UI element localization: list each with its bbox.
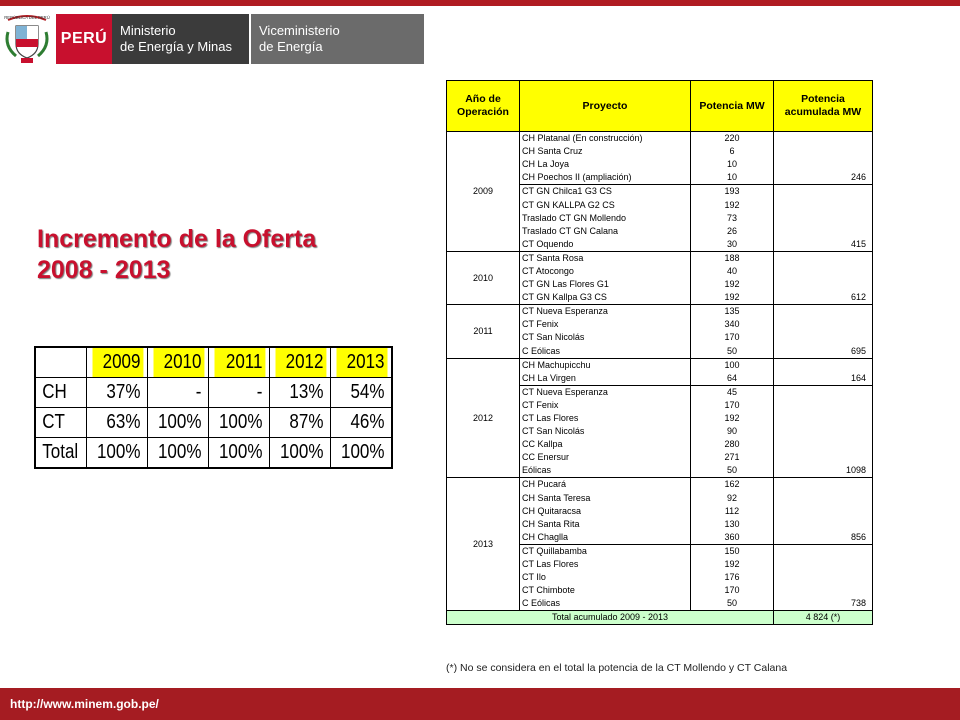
project-name-cell: CT Santa Rosa	[520, 251, 691, 265]
power-cell: 360	[691, 531, 774, 545]
project-name-cell: CH Machupicchu	[520, 358, 691, 372]
share-cell: 100%	[152, 438, 204, 469]
share-cell: 37%	[91, 378, 143, 408]
power-cell: 192	[691, 412, 774, 425]
col-header-year: Año de Operación	[447, 81, 520, 132]
vice-line-2: de Energía	[259, 39, 323, 54]
power-cell: 10	[691, 171, 774, 185]
project-name-cell: CH Platanal (En construcción)	[520, 132, 691, 146]
year-cell: 2013	[447, 478, 520, 611]
power-cell: 130	[691, 518, 774, 531]
project-row	[447, 358, 873, 372]
accum-cell: 415	[774, 238, 873, 252]
power-cell: 170	[691, 331, 774, 344]
projects-header-row	[447, 81, 873, 132]
share-cell: 100%	[213, 408, 265, 438]
accum-cell	[774, 438, 873, 451]
power-cell: 192	[691, 291, 774, 305]
ministry-box	[112, 14, 249, 64]
project-name-cell: CT San Nicolás	[520, 331, 691, 344]
accum-cell	[774, 412, 873, 425]
header	[0, 6, 960, 66]
accum-cell	[774, 492, 873, 505]
power-cell: 135	[691, 305, 774, 319]
slide-title	[37, 224, 316, 286]
col-header-accum: Potencia acumulada MW	[774, 81, 873, 132]
project-name-cell: Eólicas	[520, 464, 691, 478]
project-name-cell: CH Poechos II (ampliación)	[520, 171, 691, 185]
footnote: (*) No se considera en el total la potencia de la CT Mollendo y CT Calana	[446, 662, 788, 674]
project-name-cell: CH La Virgen	[520, 372, 691, 386]
share-cell: 100%	[274, 438, 326, 469]
power-cell: 162	[691, 478, 774, 492]
power-cell: 280	[691, 438, 774, 451]
power-cell: 112	[691, 505, 774, 518]
project-name-cell: CT Chimbote	[520, 584, 691, 597]
accum-cell	[774, 478, 873, 492]
power-cell: 170	[691, 399, 774, 412]
year-cell: 2010	[447, 251, 520, 304]
accum-cell	[774, 158, 873, 171]
project-name-cell: CT GN KALLPA G2 CS	[520, 198, 691, 211]
project-name-cell: Traslado CT GN Calana	[520, 225, 691, 238]
project-name-cell: CT Fenix	[520, 399, 691, 412]
power-cell: 192	[691, 278, 774, 291]
project-name-cell: CT GN Chilca1 G3 CS	[520, 185, 691, 199]
accum-cell	[774, 318, 873, 331]
accum-cell	[774, 558, 873, 571]
project-row	[447, 478, 873, 492]
accum-cell	[774, 185, 873, 199]
power-cell: 50	[691, 464, 774, 478]
total-label: Total acumulado 2009 - 2013	[447, 611, 774, 625]
footer-bar	[0, 688, 960, 720]
vice-line-1: Viceministerio	[259, 23, 340, 38]
accum-cell	[774, 518, 873, 531]
accum-cell: 246	[774, 171, 873, 185]
share-year-cell: 2011	[213, 347, 265, 378]
share-year-cell: 2013	[335, 347, 387, 378]
viceministry-box	[251, 14, 424, 64]
project-name-cell: CT Oquendo	[520, 238, 691, 252]
power-cell: 192	[691, 198, 774, 211]
project-name-cell: CT Fenix	[520, 318, 691, 331]
total-value: 4 824 (*)	[774, 611, 873, 625]
accum-cell	[774, 358, 873, 372]
accum-cell	[774, 145, 873, 158]
power-cell: 100	[691, 358, 774, 372]
accum-cell	[774, 265, 873, 278]
power-cell: 220	[691, 132, 774, 146]
share-row-ct	[35, 408, 392, 438]
col-header-power: Potencia MW	[691, 81, 774, 132]
share-row-label: CT	[39, 408, 83, 438]
project-name-cell: CH Santa Cruz	[520, 145, 691, 158]
power-cell: 90	[691, 425, 774, 438]
share-row-label: Total	[39, 438, 83, 469]
accum-cell: 738	[774, 597, 873, 611]
project-row	[447, 251, 873, 265]
accum-cell: 164	[774, 372, 873, 386]
project-name-cell: CC Kallpa	[520, 438, 691, 451]
power-cell: 193	[691, 185, 774, 199]
share-year-cell: 2010	[152, 347, 204, 378]
power-cell: 340	[691, 318, 774, 331]
year-cell: 2012	[447, 358, 520, 478]
power-cell: 45	[691, 385, 774, 399]
project-name-cell: CT GN Kallpa G3 CS	[520, 291, 691, 305]
title-line-1: Incremento de la Oferta	[37, 225, 317, 253]
project-name-cell: CH Santa Rita	[520, 518, 691, 531]
power-cell: 6	[691, 145, 774, 158]
share-year-cell: 2012	[274, 347, 326, 378]
shield-caption: REPÚBLICA DEL PERÚ	[4, 15, 50, 20]
share-row-label: CH	[39, 378, 83, 408]
power-cell: 40	[691, 265, 774, 278]
power-cell: 92	[691, 492, 774, 505]
power-cell: 30	[691, 238, 774, 252]
project-name-cell: CH Pucará	[520, 478, 691, 492]
share-cell: -	[152, 378, 204, 408]
accum-cell	[774, 212, 873, 225]
accum-cell	[774, 225, 873, 238]
share-cell: 100%	[213, 438, 265, 469]
power-cell: 50	[691, 345, 774, 359]
accum-cell: 695	[774, 345, 873, 359]
share-cell: 46%	[335, 408, 387, 438]
project-name-cell: CT San Nicolás	[520, 425, 691, 438]
peru-brand-box	[56, 14, 112, 64]
project-row	[447, 132, 873, 146]
ministry-line-2: de Energía y Minas	[120, 39, 233, 54]
power-cell: 50	[691, 597, 774, 611]
project-name-cell: CH Santa Teresa	[520, 492, 691, 505]
share-by-year-table	[34, 346, 393, 469]
power-cell: 176	[691, 571, 774, 584]
total-row	[447, 611, 873, 625]
projects-body	[447, 132, 873, 625]
accum-cell	[774, 571, 873, 584]
share-header-row	[35, 347, 392, 378]
accum-cell: 856	[774, 531, 873, 545]
accum-cell	[774, 399, 873, 412]
peru-label: PERÚ	[60, 30, 108, 47]
ministry-line-1: Ministerio	[120, 23, 176, 38]
share-cell: 87%	[274, 408, 326, 438]
project-name-cell: Traslado CT GN Mollendo	[520, 212, 691, 225]
projects-table	[446, 80, 873, 625]
share-cell: 63%	[91, 408, 143, 438]
website-link[interactable]: http://www.minem.gob.pe/	[10, 697, 159, 711]
share-cell: 100%	[335, 438, 387, 469]
share-row-total	[35, 438, 392, 469]
project-name-cell: C Eólicas	[520, 345, 691, 359]
project-name-cell: CT Nueva Esperanza	[520, 305, 691, 319]
project-row	[447, 305, 873, 319]
share-year-cell: 2009	[91, 347, 143, 378]
accum-cell	[774, 331, 873, 344]
accum-cell	[774, 584, 873, 597]
accum-cell	[774, 451, 873, 464]
accum-cell	[774, 132, 873, 146]
accum-cell	[774, 505, 873, 518]
col-header-project: Proyecto	[520, 81, 691, 132]
year-cell: 2009	[447, 132, 520, 252]
accum-cell: 1098	[774, 464, 873, 478]
power-cell: 10	[691, 158, 774, 171]
accum-cell: 612	[774, 291, 873, 305]
power-cell: 271	[691, 451, 774, 464]
project-name-cell: CT Quillabamba	[520, 544, 691, 558]
project-name-cell: CH La Joya	[520, 158, 691, 171]
accum-cell	[774, 385, 873, 399]
share-cell: 100%	[91, 438, 143, 469]
accum-cell	[774, 544, 873, 558]
project-name-cell: CH Chaglla	[520, 531, 691, 545]
project-name-cell: C Eólicas	[520, 597, 691, 611]
share-corner-cell	[39, 347, 83, 378]
accum-cell	[774, 305, 873, 319]
accum-cell	[774, 425, 873, 438]
project-name-cell: CT Las Flores	[520, 412, 691, 425]
title-line-2: 2008 - 2013	[37, 256, 171, 284]
share-cell: -	[213, 378, 265, 408]
power-cell: 170	[691, 584, 774, 597]
national-shield-icon	[2, 10, 52, 66]
project-name-cell: CT Nueva Esperanza	[520, 385, 691, 399]
power-cell: 73	[691, 212, 774, 225]
accum-cell	[774, 278, 873, 291]
power-cell: 188	[691, 251, 774, 265]
power-cell: 192	[691, 558, 774, 571]
share-cell: 100%	[152, 408, 204, 438]
share-row-ch	[35, 378, 392, 408]
project-name-cell: CT Ilo	[520, 571, 691, 584]
project-name-cell: CH Quitaracsa	[520, 505, 691, 518]
power-cell: 64	[691, 372, 774, 386]
power-cell: 150	[691, 544, 774, 558]
project-name-cell: CT Las Flores	[520, 558, 691, 571]
share-cell: 13%	[274, 378, 326, 408]
share-cell: 54%	[335, 378, 387, 408]
accum-cell	[774, 198, 873, 211]
project-name-cell: CT Atocongo	[520, 265, 691, 278]
project-name-cell: CT GN Las Flores G1	[520, 278, 691, 291]
power-cell: 26	[691, 225, 774, 238]
accum-cell	[774, 251, 873, 265]
project-name-cell: CC Enersur	[520, 451, 691, 464]
year-cell: 2011	[447, 305, 520, 358]
